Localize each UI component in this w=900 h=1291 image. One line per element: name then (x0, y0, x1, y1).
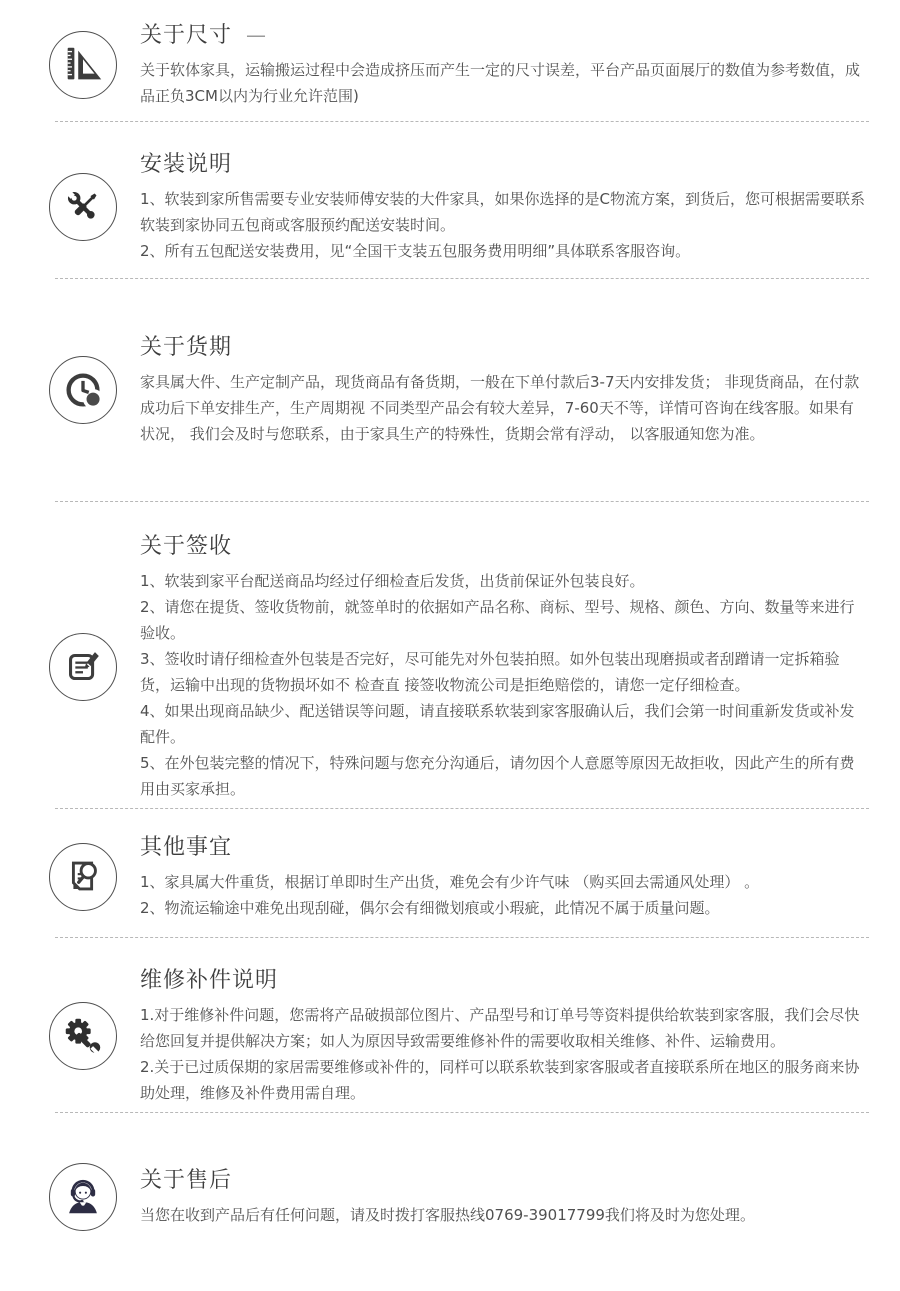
section-paragraph: 4、如果出现商品缺少、配送错误等问题，请直接联系软装到家客服确认后，我们会第一时间重新发货或补发配件。 (140, 702, 855, 746)
section-title-text: 关于尺寸 (140, 23, 233, 48)
section-divider (55, 808, 869, 809)
section-icon-column (48, 1163, 118, 1231)
section-paragraph: 1.对于维修补件问题，您需将产品破损部位图片、产品型号和订单号等资料提供给软装到家客服，我们会尽快给您回复并提供解决方案；如人为原因导致需要维修补件的需要收取相关维修、补件、运输费用。 (140, 1006, 860, 1050)
tools-icon (49, 173, 117, 241)
section-paragraph: 2、物流运输途中难免出现刮碰，偶尔会有细微划痕或小瑕疵，此情况不属于质量问题。 (140, 899, 720, 917)
section-sign-off (0, 532, 900, 802)
section-title (140, 150, 868, 180)
section-paragraph: 1、家具属大件重货，根据订单即时生产出货，难免会有少许气味 （购买回去需通风处理） 。 (140, 873, 760, 891)
section-title (140, 532, 868, 562)
document-pen-icon (49, 633, 117, 701)
ruler-icon (49, 31, 117, 99)
section-paragraph: 关于软体家具，运输搬运过程中会造成挤压而产生一定的尺寸误差，平台产品页面展厅的数值为参考数值，成品正负3CM以内为行业允许范围) (140, 61, 861, 105)
section-title-text: 维修补件说明 (140, 968, 279, 993)
title-dash: — (246, 23, 268, 47)
section-icon-column (48, 1002, 118, 1070)
section-title-text: 关于售后 (140, 1168, 233, 1193)
section-paragraph: 2.关于已过质保期的家居需要维修或补件的，同样可以联系软装到家客服或者直接联系所在地区的服务商来协助处理，维修及补件费用需自理。 (140, 1058, 860, 1102)
section-title (140, 833, 868, 863)
section-divider (55, 501, 869, 502)
section-title-text: 其他事宜 (140, 835, 233, 860)
section-after-sales (0, 1163, 900, 1231)
section-title (140, 1166, 868, 1196)
section-paragraph: 1、软装到家平台配送商品均经过仔细检查后发货，出货前保证外包装良好。 (140, 572, 645, 590)
section-title (140, 966, 868, 996)
section-dimensions (0, 20, 900, 109)
section-icon-column (48, 356, 118, 424)
section-divider (55, 937, 869, 938)
section-icon-column (48, 173, 118, 241)
section-paragraph: 3、签收时请仔细检查外包装是否完好，尽可能先对外包装拍照。如外包装出现磨损或者刮蹭请一定拆箱验货，运输中出现的货物损坏如不 检查直 接签收物流公司是拒绝赔偿的，请您一定仔细检查。 (140, 650, 840, 694)
section-repair-parts (0, 966, 900, 1106)
section-title-text: 安装说明 (140, 152, 233, 177)
section-title-text: 关于签收 (140, 534, 233, 559)
section-paragraph: 2、请您在提货、签收货物前，就签单时的依据如产品名称、商标、型号、规格、颜色、方向、数量等来进行验收。 (140, 598, 855, 642)
gear-wrench-icon (49, 1002, 117, 1070)
section-title (140, 20, 868, 51)
section-other-matters (0, 833, 900, 921)
document-magnifier-icon (49, 843, 117, 911)
headset-icon (49, 1163, 117, 1231)
section-paragraph: 1、软装到家所售需要专业安装师傅安装的大件家具，如果你选择的是C物流方案，到货后，您可根据需要联系软装到家协同五包商或客服预约配送安装时间。 (140, 190, 866, 234)
section-icon-column (48, 31, 118, 99)
section-delivery-time (0, 333, 900, 447)
section-installation (0, 150, 900, 264)
section-divider (55, 278, 869, 279)
section-paragraph: 当您在收到产品后有任何问题，请及时拨打客服热线0769-39017799我们将及时为您处理。 (140, 1206, 755, 1224)
clock-icon (49, 356, 117, 424)
section-divider (55, 121, 869, 122)
section-paragraph: 5、在外包装完整的情况下，特殊问题与您充分沟通后，请勿因个人意愿等原因无故拒收，因此产生的所有费用由买家承担。 (140, 754, 855, 798)
section-divider (55, 1112, 869, 1113)
section-icon-column (48, 843, 118, 911)
section-paragraph: 2、所有五包配送安装费用，见“全国干支装五包服务费用明细”具体联系客服咨询。 (140, 242, 691, 260)
section-title (140, 333, 868, 363)
section-icon-column (48, 633, 118, 701)
section-paragraph: 家具属大件、生产定制产品，现货商品有备货期，一般在下单付款后3-7天内安排发货； 非现货商品，在付款成功后下单安排生产，生产周期视 不同类型产品会有较大差异，7-60天不等，详情可咨询在线客服。如果有状况， 我们会及时与您联系，由于家具生产的特殊性，货期会常有浮动， 以客服通知您为准。 (140, 373, 860, 443)
section-title-text: 关于货期 (140, 335, 233, 360)
